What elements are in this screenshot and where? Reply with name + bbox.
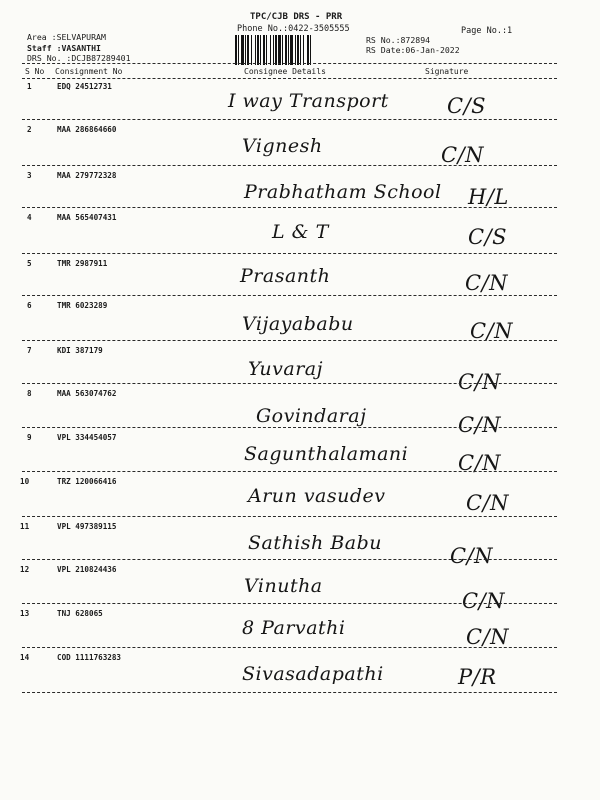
col-sno-header: S No <box>25 67 45 76</box>
row-consignee-handwritten: Sathish Babu <box>248 532 383 554</box>
row-serial-number: 6 <box>27 301 32 310</box>
row-consignment-number: VPL 210824436 <box>57 565 117 574</box>
row-signature-handwritten: P/R <box>458 665 497 689</box>
row-serial-number: 8 <box>27 389 32 398</box>
rs-number: RS No.:872894 <box>366 35 431 45</box>
row-consignee-handwritten: I way Transport <box>228 90 389 112</box>
col-consignee-header: Consignee Details <box>244 67 326 76</box>
row-divider <box>22 516 557 517</box>
row-signature-handwritten: C/N <box>466 625 510 649</box>
row-consignment-number: KDI 387179 <box>57 346 103 355</box>
row-serial-number: 9 <box>27 433 32 442</box>
row-consignee-handwritten: L & T <box>272 221 329 243</box>
row-signature-handwritten: C/N <box>458 451 502 475</box>
row-divider <box>22 603 557 604</box>
page-number: Page No.:1 <box>461 26 513 36</box>
row-divider <box>22 471 557 472</box>
barcode-image <box>235 35 357 65</box>
sheet-title: TPC/CJB DRS - PRR <box>250 12 343 22</box>
row-divider <box>22 165 557 166</box>
row-signature-handwritten: C/N <box>458 370 502 394</box>
row-divider <box>22 647 557 648</box>
row-divider <box>22 340 557 341</box>
rs-block <box>366 35 460 55</box>
drs-number: DRS No. :DCJB87289401 <box>27 53 131 63</box>
row-signature-handwritten: H/L <box>468 185 509 209</box>
row-consignment-number: VPL 334454057 <box>57 433 117 442</box>
area-staff-block <box>27 32 131 64</box>
row-consignment-number: MAA 565407431 <box>57 213 117 222</box>
row-consignee-handwritten: Vijayababu <box>242 313 354 335</box>
row-signature-handwritten: C/N <box>465 271 509 295</box>
row-serial-number: 4 <box>27 213 32 222</box>
row-consignment-number: EDQ 24512731 <box>57 82 112 91</box>
row-serial-number: 5 <box>27 259 32 268</box>
row-consignee-handwritten: Sivasadapathi <box>242 663 384 685</box>
row-consignment-number: VPL 497389115 <box>57 522 117 531</box>
row-consignment-number: TMR 6023289 <box>57 301 108 310</box>
row-consignment-number: MAA 286864660 <box>57 125 117 134</box>
row-signature-handwritten: C/S <box>447 94 487 118</box>
row-consignee-handwritten: Sagunthalamani <box>244 443 409 465</box>
row-consignee-handwritten: Prasanth <box>240 265 331 287</box>
row-divider <box>22 295 557 296</box>
row-serial-number: 13 <box>20 609 30 618</box>
row-consignee-handwritten: Prabhatham School <box>244 181 442 203</box>
row-divider <box>22 253 557 254</box>
row-consignee-handwritten: Vinutha <box>244 575 323 597</box>
row-serial-number: 1 <box>27 82 32 91</box>
row-serial-number: 12 <box>20 565 30 574</box>
phone-number: Phone No.:0422-3505555 <box>237 24 350 34</box>
row-signature-handwritten: C/S <box>468 225 508 249</box>
area-label: Area :SELVAPURAM <box>27 32 106 42</box>
divider <box>22 63 557 64</box>
divider <box>22 78 557 79</box>
row-serial-number: 10 <box>20 477 30 486</box>
row-serial-number: 11 <box>20 522 30 531</box>
row-signature-handwritten: C/N <box>466 491 510 515</box>
row-signature-handwritten: C/N <box>470 319 514 343</box>
row-divider <box>22 119 557 120</box>
row-consignee-handwritten: Govindaraj <box>256 405 367 427</box>
row-signature-handwritten: C/N <box>462 589 506 613</box>
row-consignee-handwritten: Vignesh <box>242 135 323 157</box>
row-serial-number: 7 <box>27 346 32 355</box>
row-consignee-handwritten: Yuvaraj <box>248 358 323 380</box>
row-consignment-number: TNJ 628065 <box>57 609 103 618</box>
row-divider <box>22 383 557 384</box>
row-serial-number: 14 <box>20 653 30 662</box>
row-consignment-number: COD 1111763283 <box>57 653 122 662</box>
col-signature-header: Signature <box>425 67 469 76</box>
row-consignment-number: MAA 279772328 <box>57 171 117 180</box>
rs-date: RS Date:06-Jan-2022 <box>366 45 460 55</box>
row-consignee-handwritten: Arun vasudev <box>248 485 386 507</box>
row-consignment-number: TMR 2987911 <box>57 259 108 268</box>
row-serial-number: 2 <box>27 125 32 134</box>
row-divider <box>22 427 557 428</box>
row-divider <box>22 692 557 693</box>
row-signature-handwritten: C/N <box>450 544 494 568</box>
row-signature-handwritten: C/N <box>458 413 502 437</box>
col-consignment-header: Consignment No <box>55 67 123 76</box>
row-divider <box>22 207 557 208</box>
row-signature-handwritten: C/N <box>441 143 485 167</box>
row-serial-number: 3 <box>27 171 32 180</box>
row-consignment-number: MAA 563074762 <box>57 389 117 398</box>
row-consignment-number: TRZ 120066416 <box>57 477 117 486</box>
row-divider <box>22 559 557 560</box>
row-consignee-handwritten: 8 Parvathi <box>242 617 346 639</box>
staff-label: Staff :VASANTHI <box>27 42 101 53</box>
